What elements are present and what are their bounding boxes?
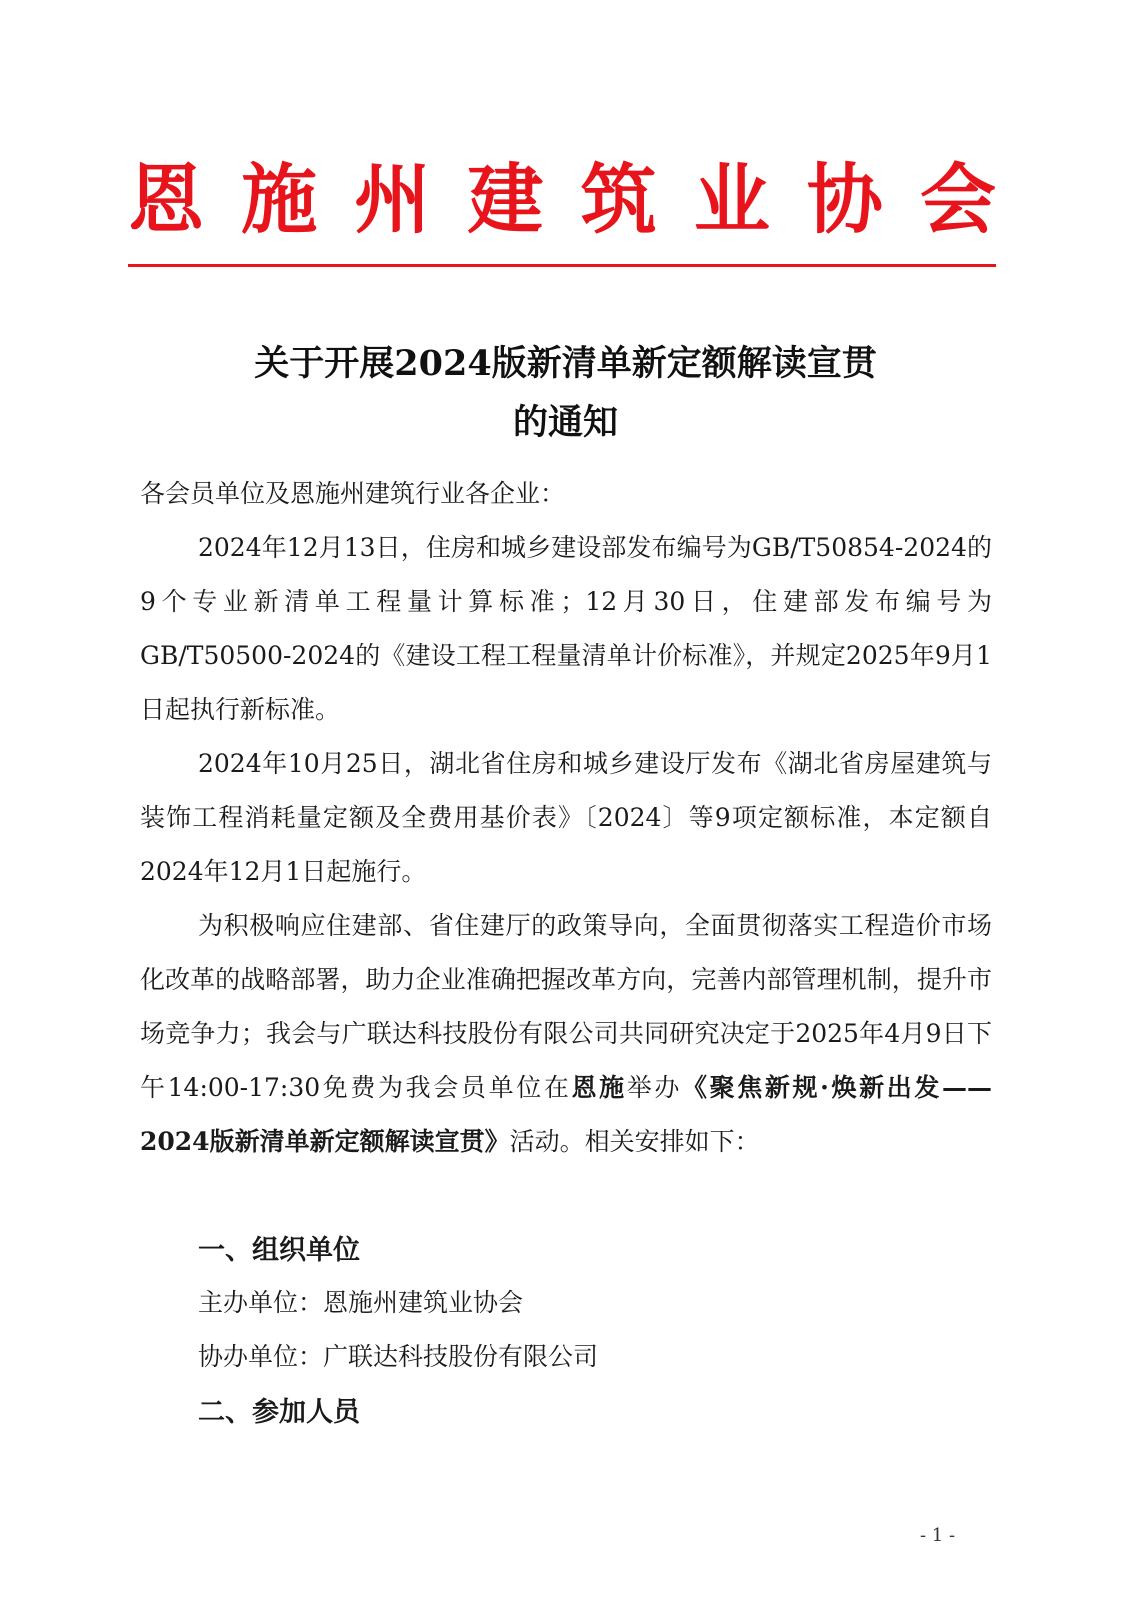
letterhead-divider bbox=[128, 264, 996, 267]
event-text: 活动。相关安排如下： bbox=[509, 1127, 760, 1156]
letterhead-char: 会 bbox=[919, 155, 996, 244]
paragraph-standards: 2024年12月13日，住房和城乡建设部发布编号为GB/T50854-2024的9个专业新清单工程量计算标准；12月30日，住建部发布编号为GB/T50500-2024的《建设工程工程量清单计价标准》，并规定2025年9月1日起执行新标准。 bbox=[140, 533, 992, 724]
page-number: - 1 - bbox=[920, 1525, 956, 1546]
co-organizer: 协办单位：广联达科技股份有限公司 bbox=[198, 1342, 599, 1371]
section-heading-participants: 二、参加人员 bbox=[198, 1397, 360, 1428]
letterhead-char: 筑 bbox=[580, 155, 657, 244]
event-location: 恩施 bbox=[571, 1073, 627, 1102]
letterhead-char: 施 bbox=[241, 155, 318, 244]
letterhead-char: 州 bbox=[354, 155, 431, 244]
letterhead-char: 业 bbox=[693, 155, 770, 244]
host-organizer: 主办单位：恩施州建筑业协会 bbox=[198, 1288, 524, 1317]
notice-title-line2: 的通知 bbox=[512, 402, 618, 443]
section-heading-organizers: 一、组织单位 bbox=[198, 1235, 360, 1266]
letterhead-title bbox=[128, 150, 996, 250]
letterhead-char: 建 bbox=[467, 155, 544, 244]
paragraph-event bbox=[140, 899, 992, 1169]
letterhead-char: 恩 bbox=[128, 155, 204, 244]
event-text: 为积极响应住建部、省住建厅的政策导向，全面贯彻落实工程造价市场化改革的战略部署，助力企业准确把握改革方向，完善内部管理机制，提升市场竞争力；我会与广联达科技股份有限公司共同研究决定于2025年4月9日下午14:00-17:30免费为我会员单位在 bbox=[140, 911, 992, 1102]
notice-title-line1: 关于开展2024版新清单新定额解读宣贯 bbox=[254, 343, 877, 384]
event-text: 举办 bbox=[626, 1073, 682, 1102]
paragraph-quota: 2024年10月25日，湖北省住房和城乡建设厅发布《湖北省房屋建筑与装饰工程消耗量定额及全费用基价表》〔2024〕等9项定额标准，本定额自2024年12月1日起施行。 bbox=[140, 749, 992, 886]
letterhead-char: 协 bbox=[806, 155, 883, 244]
salutation: 各会员单位及恩施州建筑行业各企业： bbox=[140, 479, 566, 508]
event-name: 《聚焦新规·焕新出发——2024版新清单新定额解读宣贯》 bbox=[140, 1073, 992, 1156]
